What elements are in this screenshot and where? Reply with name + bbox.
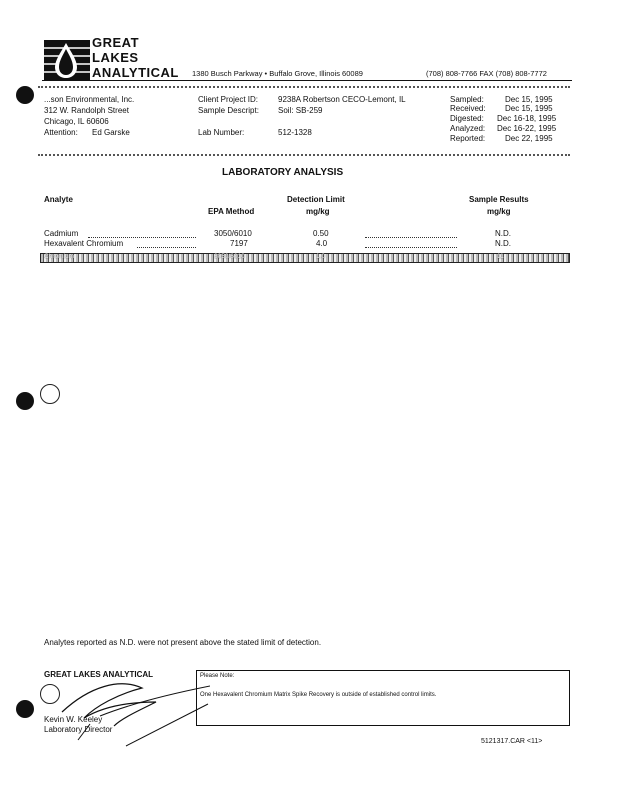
- lab-number-value: 512-1328: [278, 128, 312, 137]
- table-row-limit: 1.0: [316, 253, 326, 260]
- punch-hole-middle: [16, 392, 34, 410]
- table-row-method: 3050/6010: [214, 253, 245, 260]
- client-project-label: Client Project ID:: [198, 95, 259, 104]
- date-value-digested: Dec 16-18, 1995: [497, 114, 557, 123]
- col-detection-limit: Detection Limit: [287, 195, 345, 204]
- punch-hole-ring-bottom: [40, 684, 60, 704]
- leader-dots: [365, 247, 457, 248]
- table-row-limit: 4.0: [316, 239, 328, 248]
- col-results-unit: mg/kg: [487, 207, 511, 216]
- signature-company: GREAT LAKES ANALYTICAL: [44, 670, 154, 679]
- date-value-reported: Dec 22, 1995: [505, 134, 553, 143]
- company-phone-fax: (708) 808-7766 FAX (708) 808-7772: [426, 69, 547, 78]
- notes-text: One Hexavalent Chromium Matrix Spike Recovery is outside of established control limits.: [200, 692, 437, 698]
- attention-value: Ed Garske: [92, 128, 130, 137]
- notes-box: [196, 670, 570, 726]
- notes-label: Please Note:: [200, 673, 235, 679]
- sample-desc-label: Sample Descript:: [198, 106, 259, 115]
- date-value-analyzed: Dec 16-22, 1995: [497, 124, 557, 133]
- table-row-result: 11: [497, 253, 504, 260]
- report-title: LABORATORY ANALYSIS: [222, 167, 344, 178]
- file-reference: 5121317.CAR <11>: [481, 738, 543, 745]
- client-project-value: 9238A Robertson CECO-Lemont, IL: [278, 95, 406, 104]
- date-value-sampled: Dec 15, 1995: [505, 95, 553, 104]
- date-label-reported: Reported:: [450, 134, 486, 143]
- sample-desc-value: Soil: SB-259: [278, 106, 323, 115]
- company-name-line-3: ANALYTICAL: [92, 65, 179, 80]
- punch-hole-bottom: [16, 700, 34, 718]
- table-row-result: N.D.: [495, 229, 511, 238]
- col-analyte: Analyte: [44, 195, 73, 204]
- signer-name: Kevin W. Keeley: [44, 715, 103, 724]
- company-name-line-2: LAKES: [92, 50, 139, 65]
- col-epa-method: EPA Method: [208, 207, 255, 216]
- table-row-highlighted: [40, 253, 570, 263]
- signer-title: Laboratory Director: [44, 725, 113, 734]
- client-street: 312 W. Randolph Street: [44, 106, 129, 115]
- col-detection-unit: mg/kg: [306, 207, 330, 216]
- date-value-received: Dec 15, 1995: [505, 104, 553, 113]
- company-name-line-1: GREAT: [92, 35, 140, 50]
- company-logo-icon: [44, 40, 90, 80]
- punch-hole-ring-middle: [40, 384, 60, 404]
- date-label-analyzed: Analyzed:: [450, 124, 486, 133]
- col-sample-results: Sample Results: [469, 195, 529, 204]
- company-address: 1380 Busch Parkway • Buffalo Grove, Illinois 60089: [192, 69, 363, 78]
- header-rule: [42, 80, 572, 81]
- table-row-method: 3050/6010: [214, 229, 252, 238]
- attention-label: Attention:: [44, 128, 78, 137]
- lab-number-label: Lab Number:: [198, 128, 245, 137]
- leader-dots: [88, 237, 196, 238]
- table-row-method: 7197: [230, 239, 248, 248]
- punch-hole-top: [16, 86, 34, 104]
- table-row-limit: 0.50: [313, 229, 329, 238]
- signature-scribble-icon: [60, 676, 210, 748]
- leader-dots: [365, 237, 457, 238]
- client-city: Chicago, IL 60606: [44, 117, 109, 126]
- nd-footnote: Analytes reported as N.D. were not present above the stated limit of detection.: [44, 638, 322, 647]
- leader-dots: [137, 247, 196, 248]
- table-row-analyte: Chromium: [44, 253, 74, 260]
- table-row-result: N.D.: [495, 239, 511, 248]
- date-label-received: Received:: [450, 104, 486, 113]
- client-name: ...son Environmental, Inc.: [44, 95, 135, 104]
- table-row-analyte: Cadmium: [44, 229, 79, 238]
- date-label-digested: Digested:: [450, 114, 484, 123]
- date-label-sampled: Sampled:: [450, 95, 484, 104]
- table-row-analyte: Hexavalent Chromium: [44, 239, 124, 248]
